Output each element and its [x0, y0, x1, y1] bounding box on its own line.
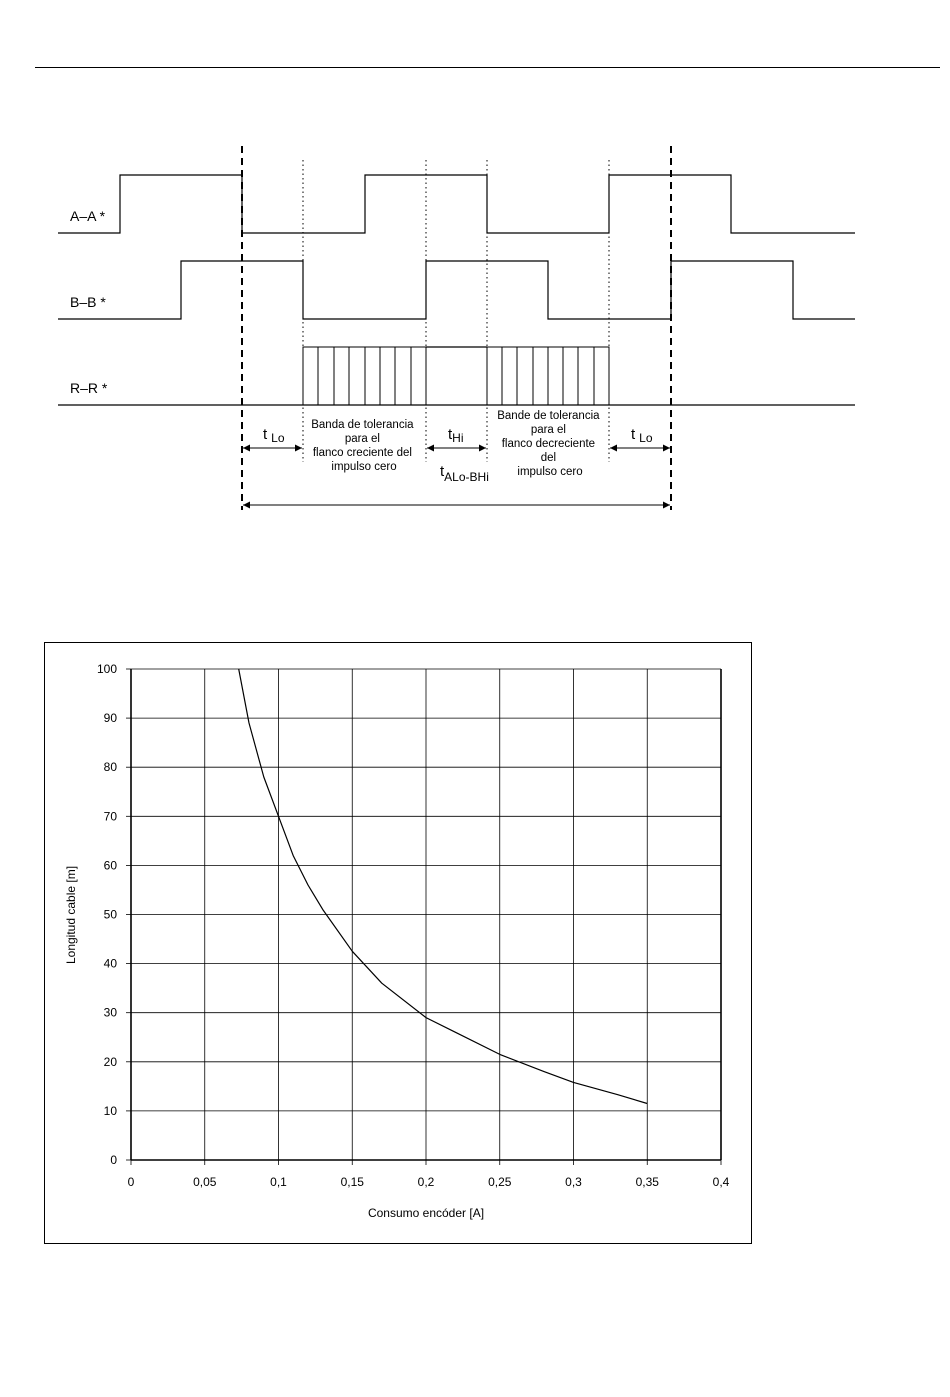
- x-tick-label: 0,05: [193, 1175, 217, 1189]
- x-axis-label: Consumo encóder [A]: [367, 1206, 485, 1220]
- y-tick-label: 30: [103, 1005, 117, 1020]
- y-tick-label: 100: [96, 662, 117, 676]
- y-tick-label: 40: [103, 956, 117, 971]
- signal-b-waveform: [58, 261, 855, 319]
- timing-diagram: [0, 0, 950, 600]
- x-tick-label: 0,3: [565, 1175, 582, 1189]
- chart-frame: [44, 642, 752, 1244]
- y-tick-label: 50: [103, 907, 117, 922]
- chart-grid: [131, 669, 721, 1160]
- tolerance-band-falling: [487, 347, 609, 405]
- label-t-lo-right: t $_{Lo}$: [631, 426, 653, 445]
- y-tick-label: 20: [103, 1054, 117, 1069]
- y-tick-label: 10: [103, 1103, 117, 1118]
- x-tick-label: 0: [127, 1175, 135, 1189]
- y-tick-label: 0: [110, 1153, 117, 1167]
- signal-a-waveform: [58, 175, 855, 233]
- signal-label-b: B–B *: [70, 294, 106, 310]
- x-tick-label: 0,35: [635, 1175, 659, 1189]
- band-rising-caption: Banda de tolerancia para el flanco creciente del impulso cero: [311, 419, 414, 473]
- series-line: [239, 669, 648, 1104]
- signal-label-a: A–A *: [70, 208, 106, 224]
- y-axis-label: Longitud cable [m]: [64, 865, 78, 965]
- chart-series: [239, 669, 648, 1104]
- x-tick-label: 0,1: [270, 1175, 287, 1189]
- y-tick-label: 60: [103, 858, 117, 873]
- x-tick-label: 0,15: [340, 1175, 364, 1189]
- x-tick-label: 0,2: [417, 1175, 435, 1189]
- label-t-alo-bhi: $t_{ALo-BHi}$: [440, 463, 489, 484]
- x-tick-label: 0,25: [488, 1175, 512, 1189]
- cable-length-chart: [45, 643, 751, 1243]
- x-tick-label: 0,4: [712, 1175, 730, 1189]
- y-tick-label: 80: [103, 760, 117, 775]
- tolerance-band-rising: [303, 347, 426, 405]
- label-t-lo-left: t $_{Lo}$: [263, 426, 285, 445]
- signal-label-r: R–R *: [70, 380, 108, 396]
- band-falling-caption: Bande de tolerancia para el flanco decreciente del impulso cero: [497, 410, 600, 478]
- y-tick-label: 90: [103, 711, 117, 726]
- chart-ticks: [97, 662, 730, 1189]
- label-t-hi: $t_{Hi}$: [448, 426, 464, 445]
- y-tick-label: 70: [103, 809, 117, 824]
